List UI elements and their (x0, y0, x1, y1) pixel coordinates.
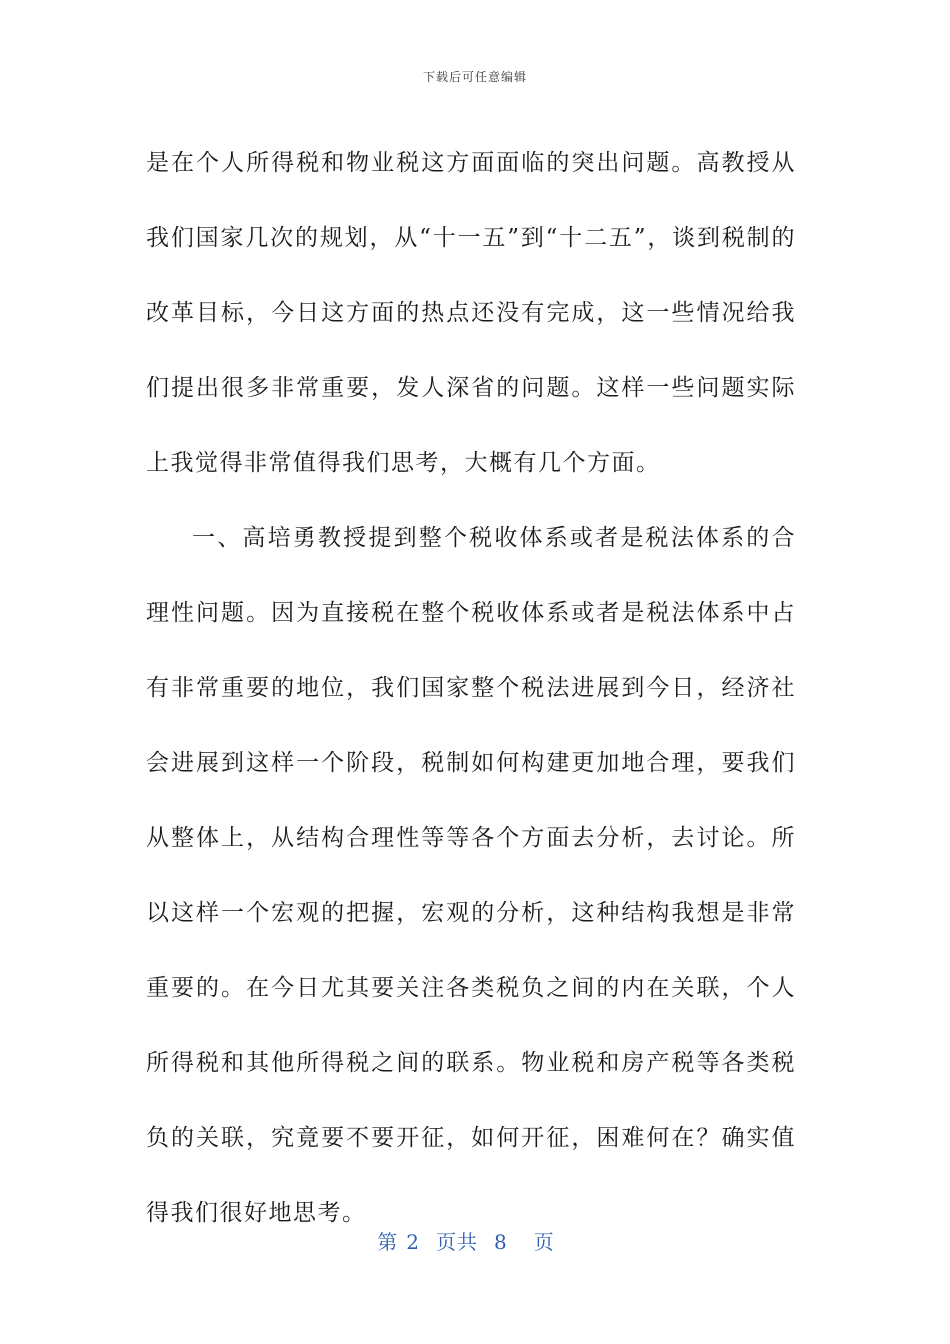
current-page-number: 2 (406, 1230, 420, 1254)
paragraph-section-one: 一、高培勇教授提到整个税收体系或者是税法体系的合理性问题。因为直接税在整个税收体系或者是税法体系中占有非常重要的地位，我们国家整个税法进展到今日，经济社会进展到这样一个阶段，税制如何构建更加地合理，要我们从整体上，从结构合理性等等各个方面去分析，去讨论。所以这样一个宏观的把握，宏观的分析，这种结构我想是非常重要的。在今日尤其要关注各类税负之间的内在关联，个人所得税和其他所得税之间的联系。物业税和房产税等各类税负的关联，究竟要不要开征，如何开征，困难何在？确实值得我们很好地思考。 (146, 525, 796, 1226)
document-body (146, 126, 796, 1251)
footer-prefix: 第 (377, 1230, 399, 1254)
download-note: 下载后可任意编辑 (422, 70, 527, 84)
page-footer (0, 1226, 950, 1255)
footer-suffix: 页 (533, 1230, 555, 1254)
total-pages-number: 8 (494, 1230, 508, 1254)
footer-middle: 页共 (436, 1230, 478, 1254)
paragraph-continuation: 是在个人所得税和物业税这方面面临的突出问题。高教授从我们国家几次的规划，从“十一五”到“十二五”，谈到税制的改革目标，今日这方面的热点还没有完成，这一些情况给我们提出很多非常重要，发人深省的问题。这样一些问题实际上我觉得非常值得我们思考，大概有几个方面。 (146, 150, 796, 476)
